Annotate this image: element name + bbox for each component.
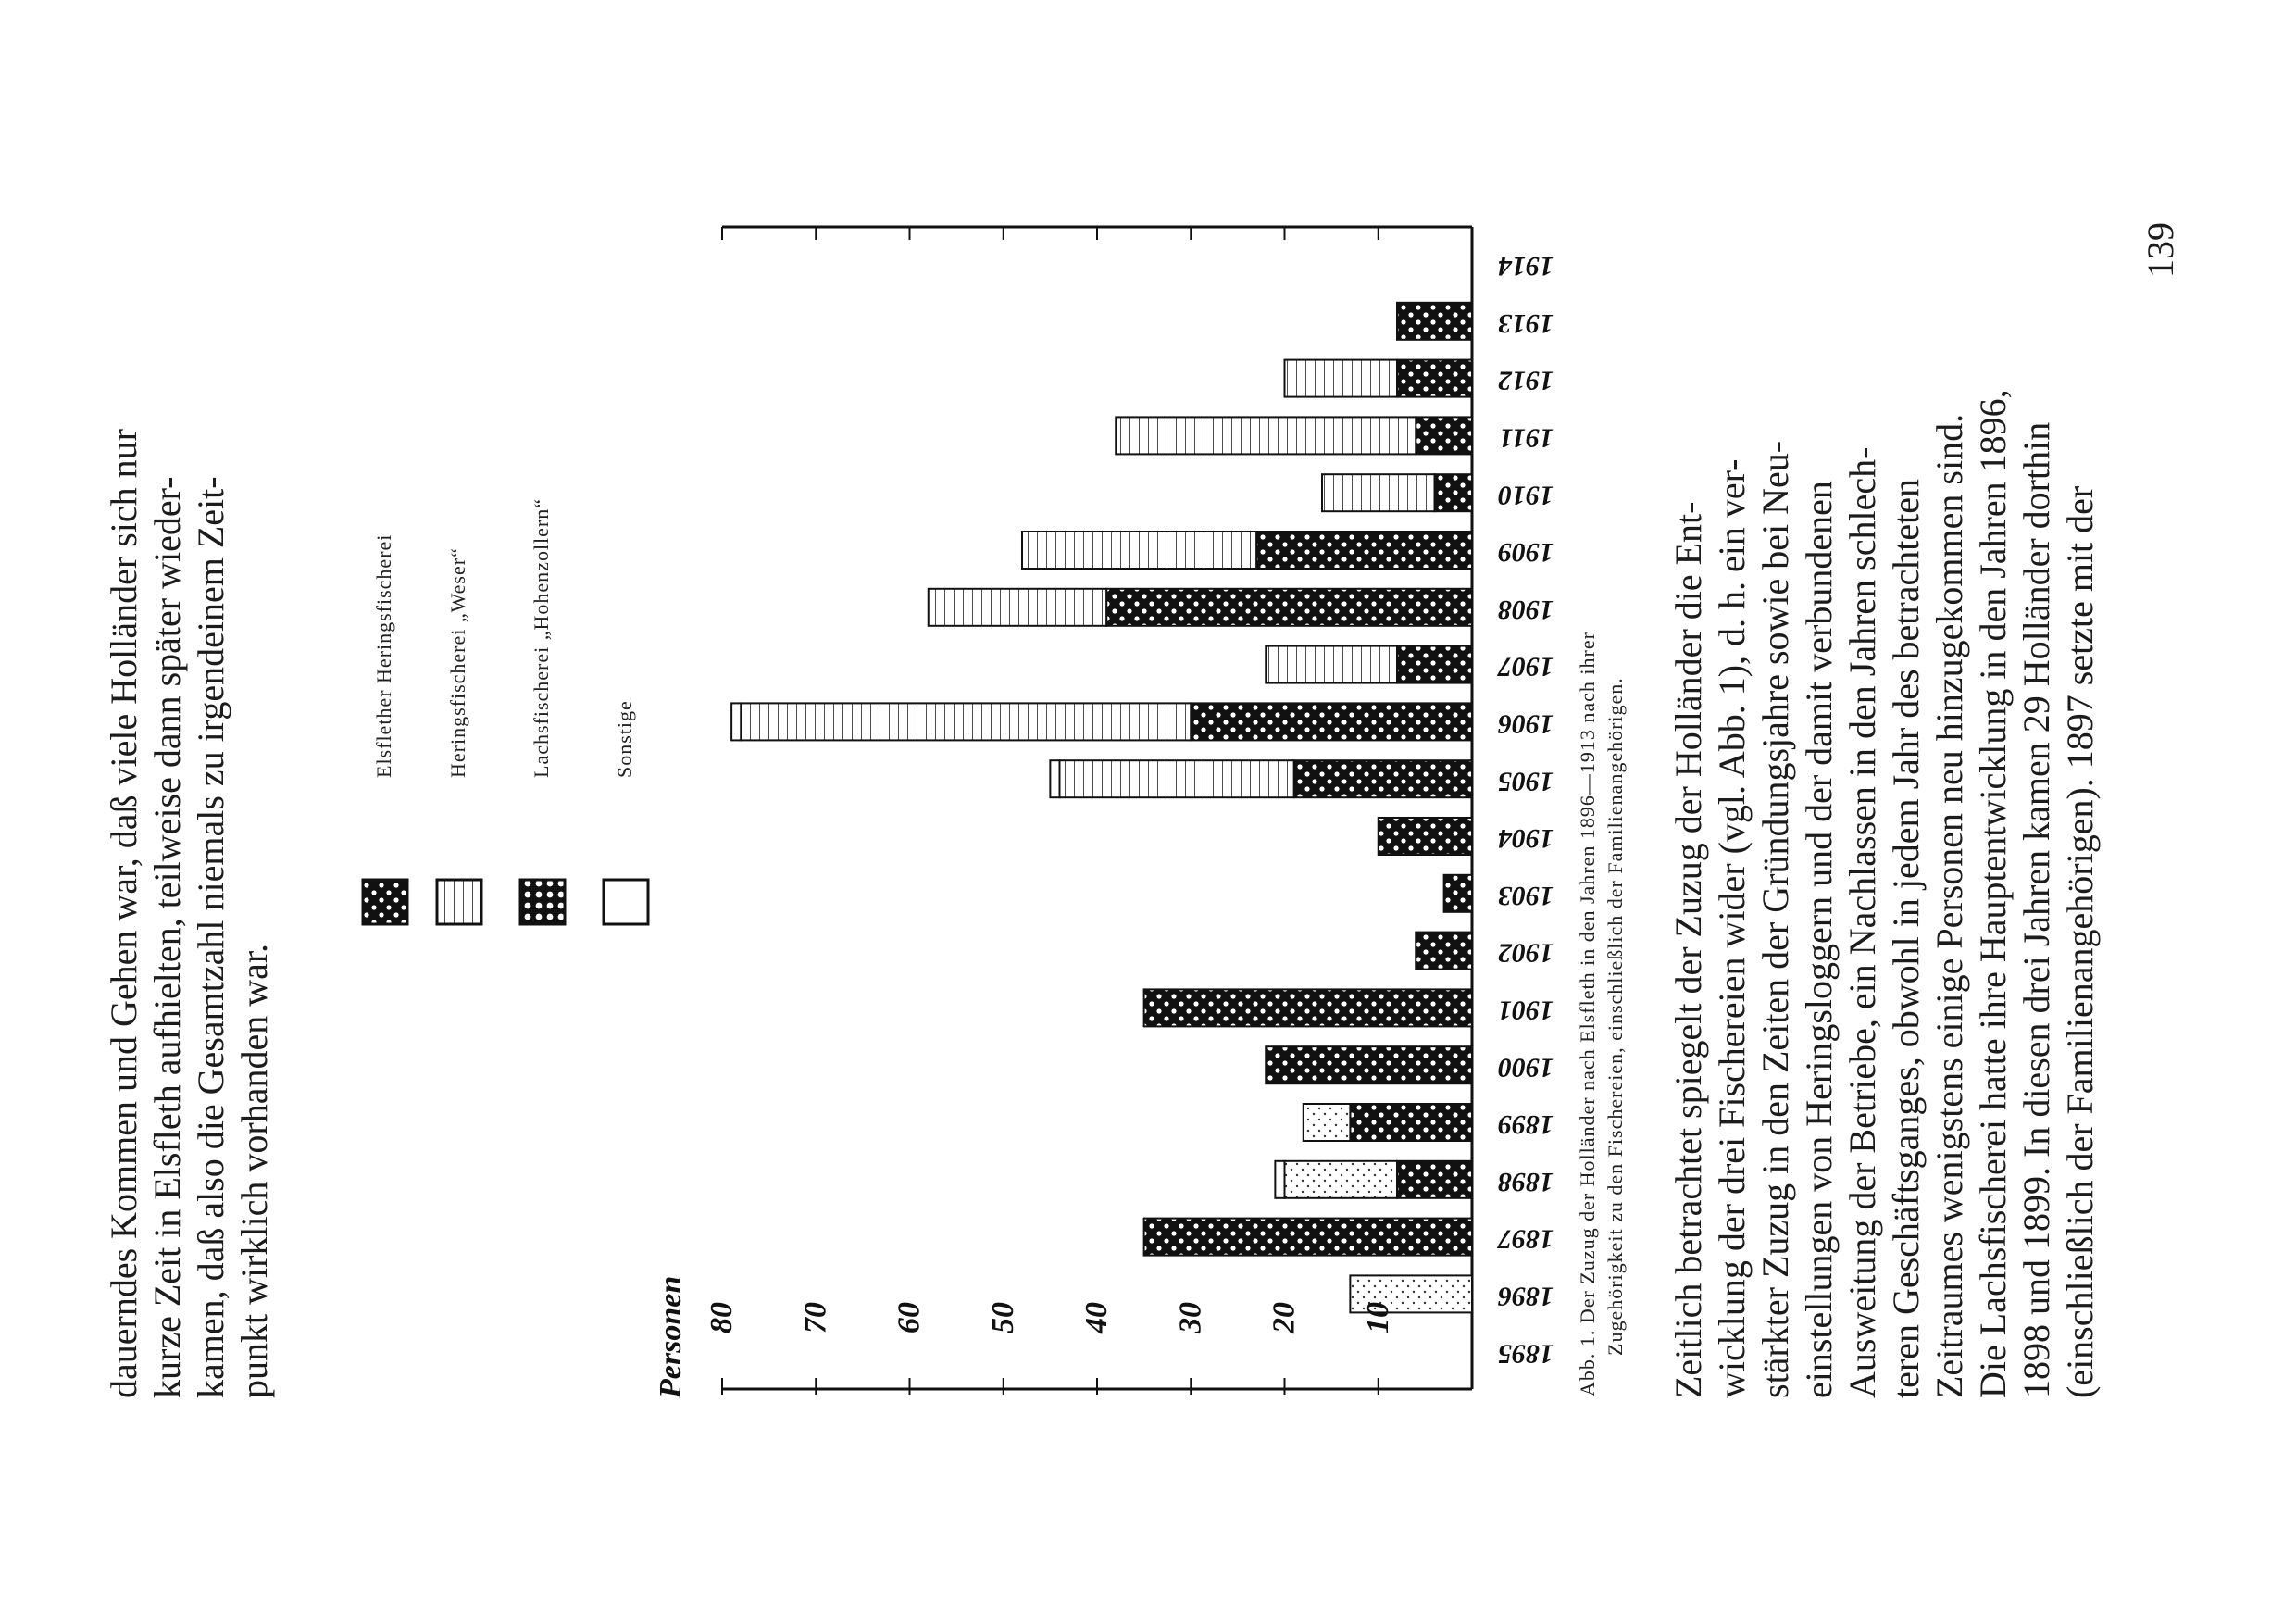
intro-line-2: kurze Zeit in Elsfleth aufhielten, teilweise dann später wieder-: [146, 476, 188, 1398]
chart-bars: [731, 303, 1472, 1313]
bar-segment: [1350, 1104, 1472, 1141]
caption-line-2: Zugehörigkeit zu den Fischereien, einschließlich der Familienangehörigen.: [1603, 677, 1627, 1356]
bar-segment: [1397, 646, 1472, 683]
bar-segment: [1444, 875, 1472, 912]
bar-segment: [1266, 1046, 1472, 1083]
category-label: 1902: [1498, 937, 1554, 969]
value-tick-label: 30: [1173, 1302, 1208, 1333]
value-tick-label: 40: [1079, 1302, 1114, 1333]
legend-swatch: [604, 880, 648, 924]
body-line-4: einstellungen von Heringsloggern und der damit verbundenen: [1798, 481, 1840, 1398]
bar-segment: [1144, 1219, 1472, 1256]
category-label: 1914: [1498, 251, 1554, 282]
bar-segment: [1435, 474, 1473, 511]
chart-axes: [722, 227, 1472, 1389]
body-line-3: stärkter Zuzug in den Zeiten der Gründungsjahre sowie bei Neu-: [1754, 440, 1796, 1398]
bar-segment: [929, 589, 1106, 626]
body-line-1: Zeitlich betrachtet spiegelt der Zuzug der Holländer die Ent-: [1667, 501, 1709, 1398]
value-axis-label: Personen: [654, 1275, 688, 1398]
category-label: 1903: [1498, 880, 1554, 911]
page-number: 139: [2140, 222, 2181, 278]
value-tick-label: 20: [1267, 1302, 1302, 1333]
category-label: 1899: [1498, 1109, 1554, 1141]
bar-segment: [1050, 760, 1059, 797]
bar-segment: [731, 703, 741, 740]
value-tick-label: 10: [1360, 1302, 1395, 1333]
legend-swatch: [437, 880, 481, 924]
body-line-7: Zeitraumes wenigstens einige Personen neu hinzugekommen sind.: [1928, 413, 1970, 1398]
intro-line-3: kamen, daß also die Gesamtzahl niemals zu irgendeinem Zeit-: [190, 476, 231, 1398]
category-label: 1909: [1498, 537, 1554, 569]
bar-segment: [1191, 703, 1472, 740]
legend-label: Sonstige: [613, 700, 636, 778]
body-line-9: 1898 und 1899. In diesen drei Jahren kamen 29 Holländer dorthin: [2015, 421, 2057, 1398]
legend-label: Elsflether Heringsfischerei: [372, 533, 395, 778]
legend-label: Lachsfischerei „Hohenzollern“: [530, 497, 553, 778]
legend-label: Heringsfischerei „Weser“: [446, 547, 469, 778]
body-line-6: teren Geschäftsganges, obwohl in jedem Jahr des betrachteten: [1885, 479, 1927, 1398]
bar-segment: [1060, 760, 1294, 797]
value-tick-label: 50: [985, 1302, 1020, 1333]
category-label: 1907: [1498, 651, 1554, 682]
category-label: 1896: [1498, 1281, 1554, 1312]
bar-segment: [1416, 417, 1472, 454]
category-label: 1901: [1498, 995, 1554, 1026]
value-tick-label: 70: [798, 1302, 833, 1333]
body-line-5: Ausweitung der Betriebe, ein Nachlassen in den Jahren schlech-: [1841, 446, 1883, 1398]
body-line-8: Die Lachsfischerei hatte ihre Hauptentwicklung in den Jahren 1896,: [1972, 389, 2014, 1398]
bar-segment: [1022, 532, 1256, 569]
category-label: 1911: [1499, 422, 1554, 454]
bar-segment: [1416, 933, 1472, 970]
legend-swatch: [363, 880, 407, 924]
category-label: 1900: [1498, 1052, 1554, 1083]
bar-segment: [1304, 1104, 1351, 1141]
bar-segment: [1294, 760, 1472, 797]
bar-segment: [1397, 1161, 1472, 1198]
category-label: 1912: [1498, 365, 1554, 396]
category-label: 1908: [1498, 594, 1554, 625]
bar-segment: [1116, 417, 1416, 454]
bar-segment: [1397, 360, 1472, 397]
bar-segment: [1397, 303, 1472, 340]
value-tick-label: 80: [705, 1302, 739, 1333]
category-label: 1904: [1498, 823, 1554, 855]
figure-caption: [1574, 137, 1629, 1396]
body-line-10: (einschließlich der Familienangehörigen). 1897 setzte mit der: [2059, 485, 2101, 1398]
bar-segment: [1144, 989, 1472, 1026]
category-label: 1898: [1498, 1166, 1554, 1197]
category-label: 1897: [1498, 1223, 1554, 1255]
value-tick-label: 60: [892, 1302, 927, 1333]
bar-segment: [1285, 1161, 1398, 1198]
category-label: 1905: [1498, 766, 1554, 797]
bar-segment: [741, 703, 1191, 740]
intro-line-4: punkt wirklich vorhanden war.: [233, 944, 275, 1398]
bar-segment: [1322, 474, 1435, 511]
intro-line-1: dauerndes Kommen und Gehen war, daß viele Holländer sich nur: [103, 429, 144, 1398]
category-label: 1913: [1498, 307, 1554, 339]
body-line-2: wicklung der drei Fischereien wider (vgl. Abb. 1), d. h. ein ver-: [1711, 458, 1753, 1398]
bar-segment: [1256, 532, 1472, 569]
chart-legend: [363, 498, 648, 924]
caption-line-1: Abb. 1. Der Zuzug der Holländer nach Elsfleth in den Jahren 1896—1913 nach ihrer: [1576, 632, 1599, 1396]
category-label: 1910: [1498, 480, 1554, 511]
body-paragraph: [1666, 157, 2102, 1398]
bar-segment: [1106, 589, 1472, 626]
legend-swatch: [520, 880, 565, 924]
bar-segment: [1379, 818, 1472, 855]
category-label: 1906: [1498, 708, 1554, 740]
bar-segment: [1266, 646, 1397, 683]
category-label: 1895: [1498, 1338, 1554, 1370]
bar-segment: [1285, 360, 1398, 397]
bar-segment: [1275, 1161, 1284, 1198]
